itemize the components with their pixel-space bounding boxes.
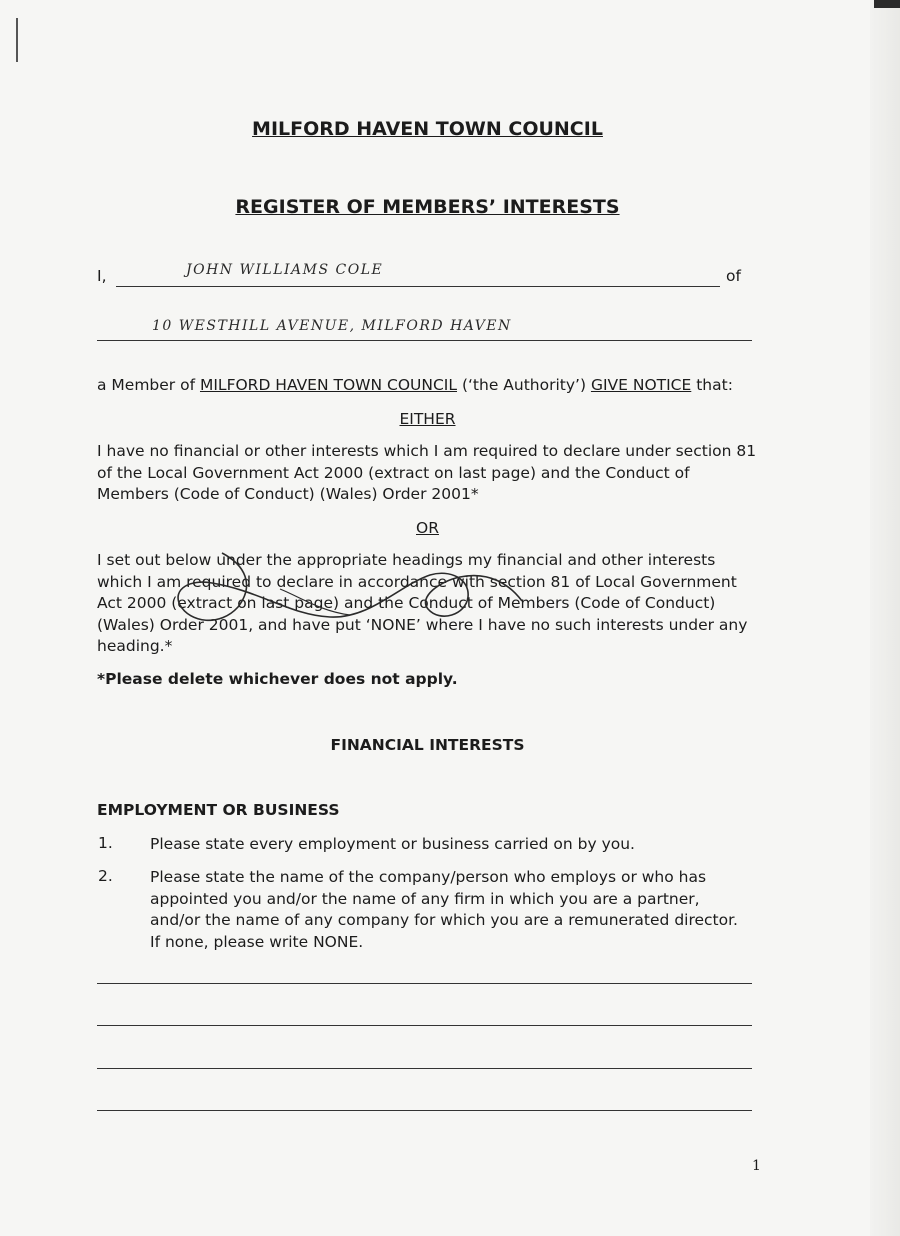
member-name-handwritten: JOHN WILLIAMS COLE [186,262,384,278]
strikeout-scribble [150,545,570,635]
i-label: I, [97,267,107,285]
notice-council: MILFORD HAVEN TOWN COUNCIL [199,376,458,394]
either-text: I have no financial or other interests which I am required to declare under section 81 of the Local Government Act 2000 (extract on last page) and the Conduct of Members (Code of Conduct) (Wales) Order 2001* [97,442,757,503]
of-label: of [726,267,741,285]
item-1-text: Please state every employment or business carried on by you. [150,835,635,853]
answer-line-4[interactable] [97,1110,752,1111]
either-label: EITHER [399,410,456,428]
employment-heading: EMPLOYMENT OR BUSINESS [97,801,340,819]
item-1-number: 1. [98,834,113,852]
item-2-text: Please state the name of the company/person who employs or who has appointed you and/or the name of any firm in which you are a partner, and/or the name of any company for which you are a remunerated director. If none, please write NONE. [150,868,738,951]
item-2-number: 2. [98,867,113,885]
answer-line-3[interactable] [97,1068,752,1069]
name-line [116,286,720,287]
page-number: 1 [752,1158,761,1174]
or-label: OR [416,519,439,537]
financial-interests-heading: FINANCIAL INTERESTS [330,736,525,754]
address-handwritten: 10 WESTHILL AVENUE, MILFORD HAVEN [152,318,512,334]
notice-middle: (‘the Authority’) [457,376,591,394]
answer-line-2[interactable] [97,1025,752,1026]
page-edge [870,0,900,1236]
or-text: I set out below under the appropriate headings my financial and other interests which I am required to declare in accordance with section 81 of Local Government Act 2000 (extract on last page) and the Conduct of Members (Code of Conduct) (Wales) Order 2001, and have put ‘NONE’ where I have no such interests under any heading.* [97,551,748,655]
council-title: MILFORD HAVEN TOWN COUNCIL [252,118,603,140]
address-line [97,340,752,341]
notice-prefix: a Member of [97,376,200,394]
delete-note: *Please delete whichever does not apply. [97,670,458,688]
answer-line-1[interactable] [97,983,752,984]
notice-suffix: that: [691,376,733,394]
margin-mark [16,18,18,62]
corner-mark [874,0,900,8]
notice-line [97,375,733,396]
register-title: REGISTER OF MEMBERS’ INTERESTS [235,196,620,218]
notice-give-notice: GIVE NOTICE [590,376,692,394]
